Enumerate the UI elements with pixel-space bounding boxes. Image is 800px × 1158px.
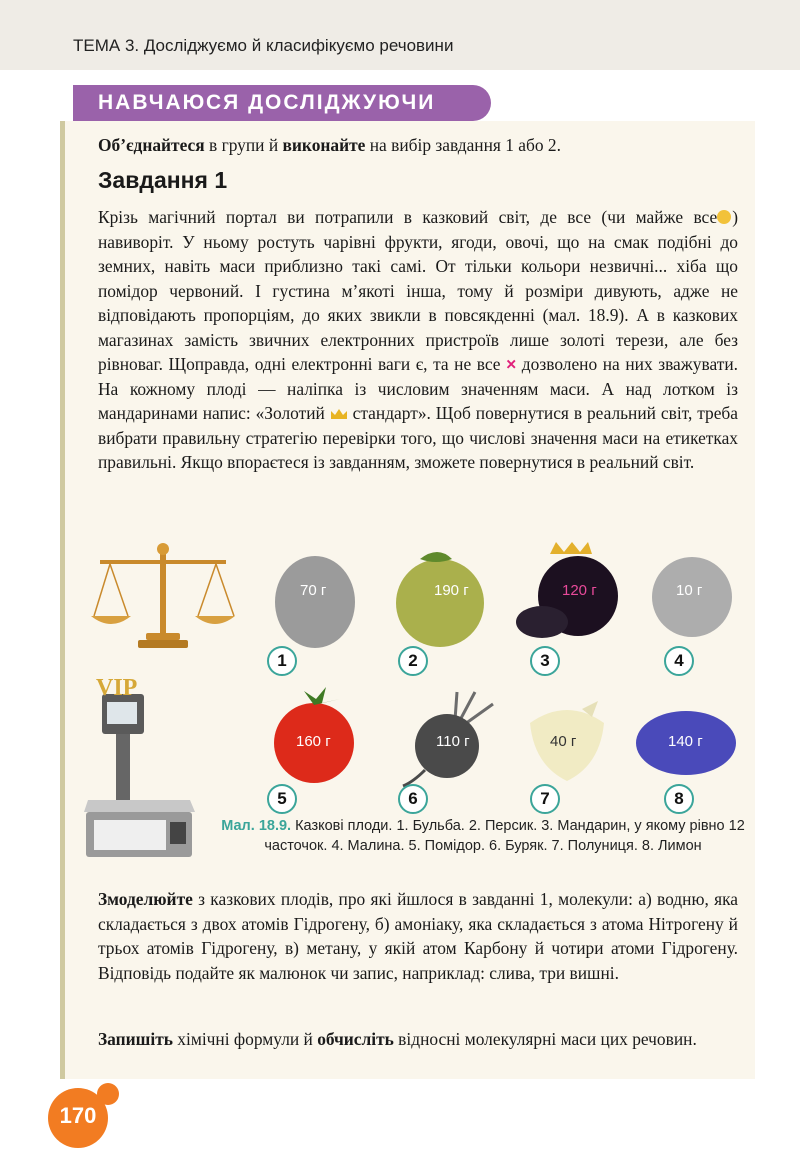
task-paragraph	[98, 205, 738, 475]
cross-icon: ×	[506, 354, 517, 374]
intro-mid: в групи й	[204, 135, 283, 155]
figure-number-4: 4	[664, 646, 694, 676]
mass-label-1: 70 г	[300, 582, 327, 599]
caption-text: Казкові плоди. 1. Бульба. 2. Персик. 3. Мандарин, у якому рівно 12 часточок. 4. Малина. 5. Помідор. 6. Буряк. 7. Полуниця. 8. Лимон	[264, 818, 745, 854]
section-banner	[73, 85, 491, 121]
golden-balance-icon	[88, 540, 238, 650]
model-text: з казкових плодів, про які йшлося в завданні 1, молекули: а) водню, яка складається з двох атомів Гідрогену, б) амоніаку, яка складається з атома Нітрогену й трьох атомів Гідрогену, в) метану, у якій атом Карбону й чотири атоми Гідрогену. Відповідь подайте як малюнок чи запис, наприклад: слива, три вишні.	[98, 889, 738, 983]
smile-icon	[717, 210, 731, 224]
figure-caption	[218, 817, 748, 856]
intro-paragraph	[98, 133, 738, 158]
write-bold-1: Запишіть	[98, 1029, 173, 1049]
mass-label-2: 190 г	[434, 582, 469, 599]
figure-number-3: 3	[530, 646, 560, 676]
intro-bold-1: Об’єднайтеся	[98, 135, 205, 155]
crown-icon	[330, 408, 348, 420]
write-bold-2: обчисліть	[317, 1029, 394, 1049]
figure-number-6: 6	[398, 784, 428, 814]
task-heading: Завдання 1	[98, 167, 228, 193]
model-paragraph	[98, 887, 738, 985]
task-text-4: стандарт». Щоб повернутися в реальний світ, треба вибрати правильну стратегію перевірки того, що числові значення маси на етикетках правильні. Якщо впораєтеся із завданням, зможете повернутися в реальний світ.	[98, 403, 738, 472]
page-header	[0, 0, 800, 70]
figure-number-2: 2	[398, 646, 428, 676]
mass-label-5: 160 г	[296, 733, 331, 750]
task-text-2: ) навиворіт. У ньому ростуть чарівні фрукти, ягоди, овочі, що на смак подібні до земних, навіть маси приблизно такі самі. От тільки кольори незвичні... хіба що помідор червоний. І густина м’якоті інша, тому й розміри дивують, адже не відповідають пропорціям, до яких звикли в повсякденні (мал. 18.9). А в казкових магазинах замість звичних електронних пристроїв лише золоті терези, але без рівноваг. Щоправда, одні електронні ваги є, та не все	[98, 207, 738, 374]
figure-number-5: 5	[267, 784, 297, 814]
figure-number-1: 1	[267, 646, 297, 676]
mass-label-7: 40 г	[550, 733, 577, 750]
figure-number-8: 8	[664, 784, 694, 814]
model-bold: Змоделюйте	[98, 889, 193, 909]
vip-label: VIP	[96, 675, 138, 701]
potato-icon	[270, 550, 360, 650]
caption-label: Мал. 18.9.	[221, 818, 292, 834]
electronic-scale-icon	[80, 672, 200, 872]
task-text-3: дозволено на них зважувати. На кожному плоді — наліпка із числовим значенням маси. А над лотком із мандаринами напис: «Золотий	[98, 354, 738, 423]
intro-end: на вибір завдання 1 або 2.	[365, 135, 561, 155]
section-title: НАВЧАЮСЯ ДОСЛІДЖУЮЧИ	[98, 91, 436, 114]
figure-number-7: 7	[530, 784, 560, 814]
mass-label-8: 140 г	[668, 733, 703, 750]
page-number: 170	[59, 1103, 97, 1128]
mass-label-6: 110 г	[436, 733, 470, 750]
task-text-1: Крізь магічний портал ви потрапили в казковий світ, де все (чи майже все	[98, 207, 718, 227]
write-end: відносні молекулярні маси цих речовин.	[393, 1029, 697, 1049]
topic-title: ТЕМА 3. Досліджуємо й класифікуємо речовини	[73, 36, 454, 55]
write-mid: хімічні формули й	[172, 1029, 318, 1049]
mass-label-3: 120 г	[562, 582, 597, 599]
write-paragraph	[98, 1027, 738, 1052]
intro-bold-2: виконайте	[282, 135, 366, 155]
mass-label-4: 10 г	[676, 582, 703, 599]
